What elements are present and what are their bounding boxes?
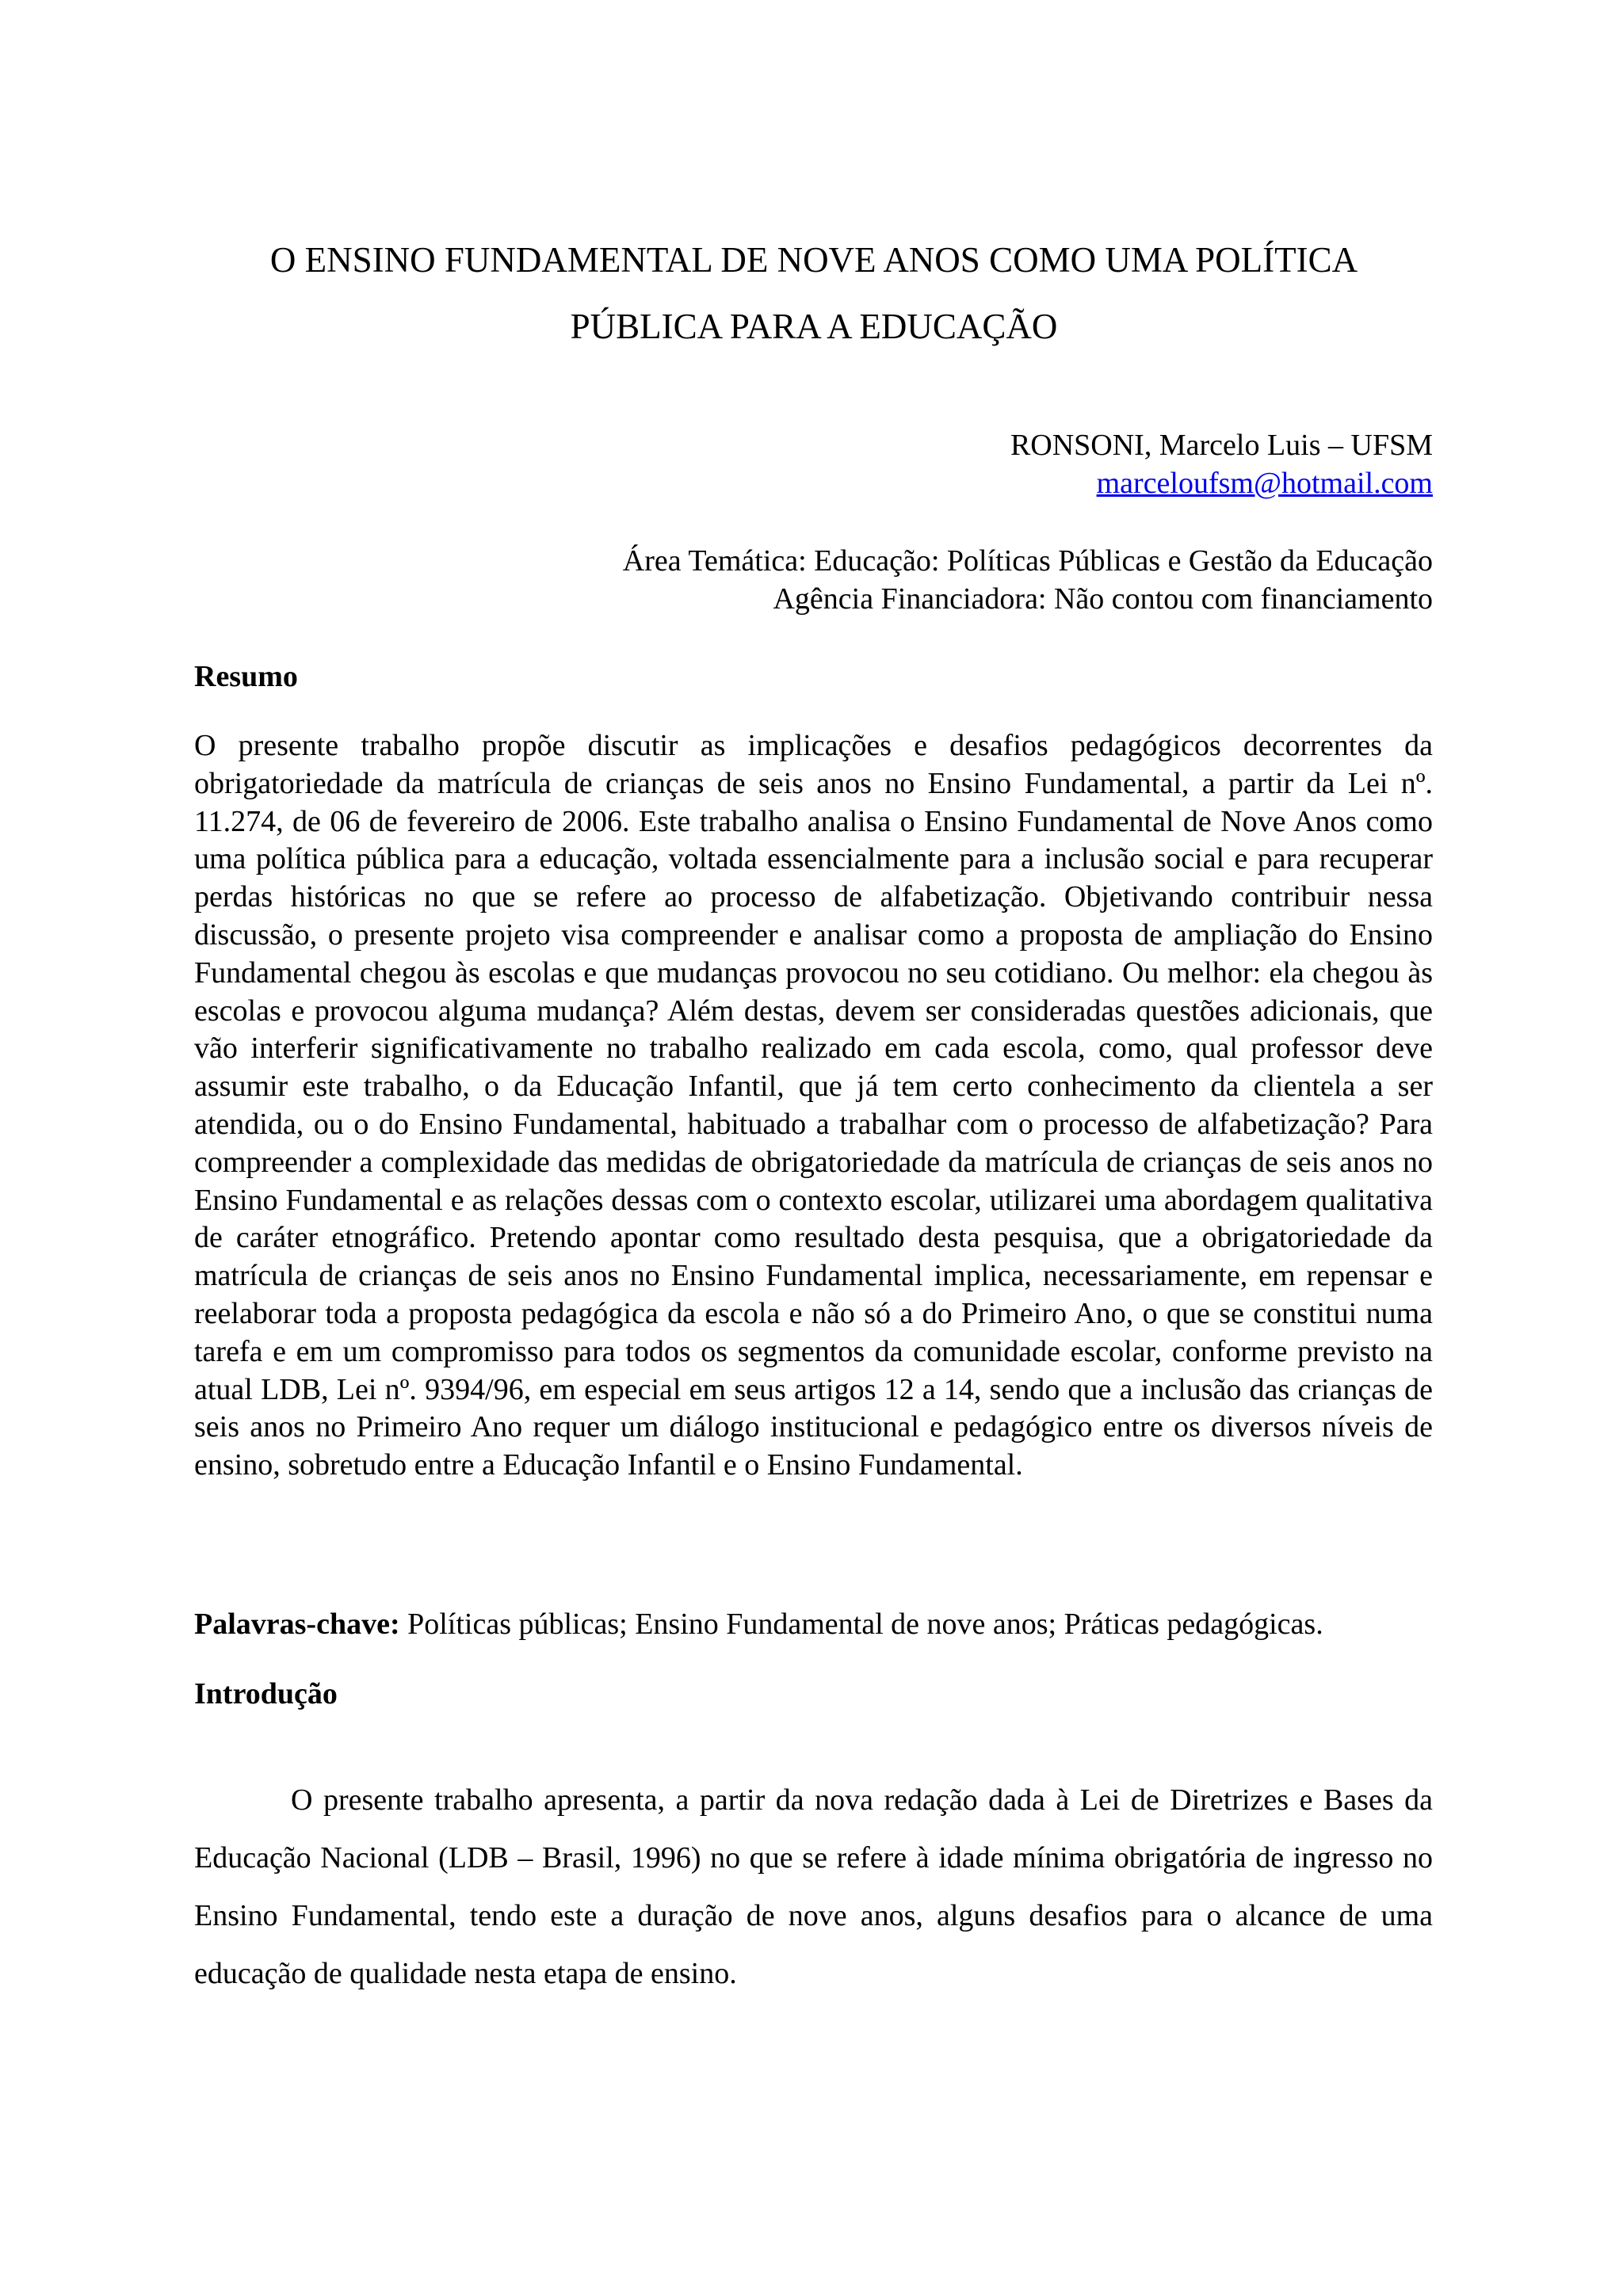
paper-title-line-1: O ENSINO FUNDAMENTAL DE NOVE ANOS COMO UMA POLÍTICA: [269, 240, 1358, 280]
author-name: RONSONI, Marcelo Luis – UFSM: [1010, 429, 1433, 462]
paper-title: [195, 227, 1433, 360]
paper-title-line-2: PÚBLICA PARA A EDUCAÇÃO: [570, 307, 1058, 346]
author-email-link[interactable]: marceloufsm@hotmail.com: [1096, 467, 1433, 500]
thematic-area: Área Temática: Educação: Políticas Públicas e Gestão da Educação: [622, 544, 1433, 578]
metadata-block: [623, 542, 1433, 618]
funding-agency: Agência Financiadora: Não contou com financiamento: [773, 582, 1433, 616]
keywords: [194, 1605, 1433, 1643]
abstract-text: O presente trabalho propõe discutir as implicações e desafios pedagógicos decorrentes da obrigatoriedade da matrícula de crianças de seis anos no Ensino Fundamental, a partir da Lei nº. 11.274, de 06 de fevereiro de 2006. Este trabalho analisa o Ensino Fundamental de Nove Anos como uma política pública para a educação, voltada essencialmente para a inclusão social e para recuperar perdas históricas no que se refere ao processo de alfabetização. Objetivando contribuir nessa discussão, o presente projeto visa compreender e analisar como a proposta de ampliação do Ensino Fundamental chegou às escolas e que mudanças provocou no seu cotidiano. Ou melhor: ela chegou às escolas e provocou alguma mudança? Além destas, devem ser consideradas questões adicionais, que vão interferir significativamente no trabalho realizado em cada escola, como, qual professor deve assumir este trabalho, o da Educação Infantil, que já tem certo conhecimento da clientela a ser atendida, ou o do Ensino Fundamental, habituado a trabalhar com o processo de alfabetização? Para compreender a complexidade das medidas de obrigatoriedade da matrícula de crianças de seis anos no Ensino Fundamental e as relações dessas com o contexto escolar, utilizarei uma abordagem qualitativa de caráter etnográfico. Pretendo apontar como resultado desta pesquisa, que a obrigatoriedade da matrícula de crianças de seis anos no Ensino Fundamental implica, necessariamente, em repensar e reelaborar toda a proposta pedagógica da escola e não só a do Primeiro Ano, o que se constitui numa tarefa e em um compromisso para todos os segmentos da comunidade escolar, conforme previsto na atual LDB, Lei nº. 9394/96, em especial em seus artigos 12 a 14, sendo que a inclusão das crianças de seis anos no Primeiro Ano requer um diálogo institucional e pedagógico entre os diversos níveis de ensino, sobretudo entre a Educação Infantil e o Ensino Fundamental.: [194, 729, 1433, 1482]
abstract-heading: Resumo: [194, 660, 298, 693]
keywords-label: Palavras-chave:: [194, 1608, 400, 1641]
introduction-paragraph: O presente trabalho apresenta, a partir da nova redação dada à Lei de Diretrizes e Bases da Educação Nacional (LDB – Brasil, 1996) no que se refere à idade mínima obrigatória de ingresso no Ensino Fundamental, tendo este a duração de nove anos, alguns desafios para o alcance de uma educação de qualidade nesta etapa de ensino.: [194, 1783, 1433, 1990]
keywords-text: Políticas públicas; Ensino Fundamental de nove anos; Práticas pedagógicas.: [399, 1608, 1323, 1641]
introduction-heading: Introdução: [194, 1677, 338, 1711]
author-block: [1010, 426, 1433, 502]
